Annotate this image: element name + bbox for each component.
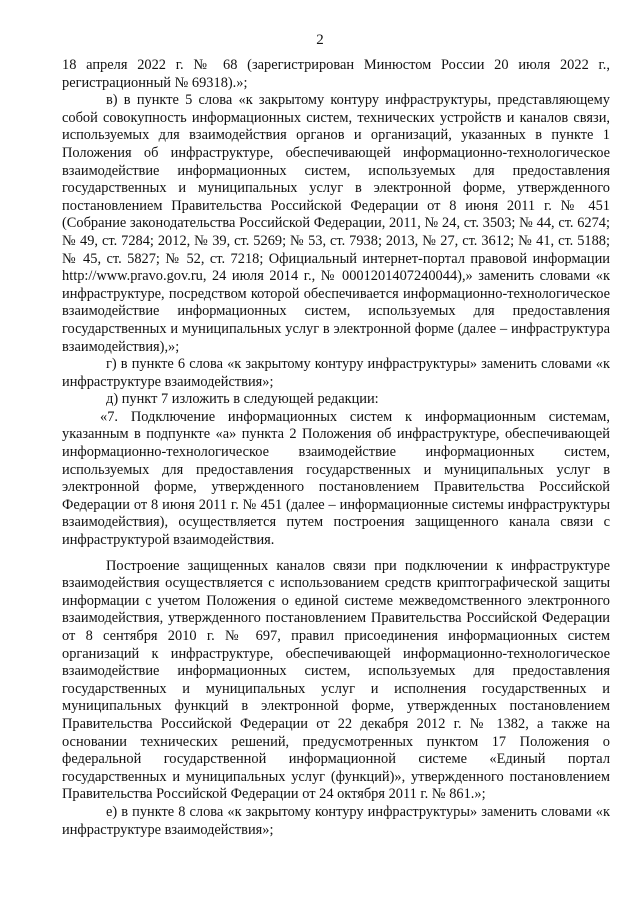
paragraph-secure-channels: Построение защищенных каналов связи при подключении к инфраструктуре взаимодействия осуществляется с использованием средств криптографической защиты информации с учетом Положения о единой системе межведомственного электронного взаимодействия, утвержденного постановлением Правительства Российской Федерации от 8 сентября 2010 г. № 697, правил присоединения информационных систем организаций к инфраструктуре, обеспечивающей информационно-технологическое взаимодействие информационных систем, используемых для предоставления государственных и муниципальных услуг и исполнения государственных и муниципальных функций в электронной форме, утвержденных постановлением Правительства Российской Федерации от 22 декабря 2012 г. № 1382, а также на основании технических решений, предусмотренных пунктом 17 Положения о федеральной государственной информационной системе «Единый портал государственных и муниципальных услуг (функций)», утвержденного постановлением Правительства Российской Федерации от 24 октября 2011 г. № 861.»; xyxy=(62,557,610,803)
paragraph-quoted-point-7: «7. Подключение информационных систем к информационным системам, указанным в подпункте «а» пункта 2 Положения об инфраструктуре, обеспечивающей информационно-технологическое взаимодействие информационных систем, используемых для предоставления государственных и муниципальных услуг в электронной форме, утвержденного постановлением Правительства Российской Федерации от 8 июня 2011 г. № 451 (далее – информационные системы инфраструктуры взаимодействия), осуществляется путем построения защищенного канала связи с инфраструктурой взаимодействия. xyxy=(62,408,610,549)
page-number: 2 xyxy=(316,32,324,48)
document-body xyxy=(62,57,610,839)
paragraph-spacer xyxy=(62,550,610,558)
paragraph-item-d: д) пункт 7 изложить в следующей редакции: xyxy=(106,391,379,408)
paragraph-item-e: е) в пункте 8 слова «к закрытому контуру инфраструктуры» заменить словами «к инфраструктуре взаимодействия»; xyxy=(62,803,610,838)
paragraph-continuation: 18 апреля 2022 г. № 68 (зарегистрирован Минюстом России 20 июля 2022 г., регистрационный № 69318).»; xyxy=(62,57,610,91)
paragraph-item-g: г) в пункте 6 слова «к закрытому контуру инфраструктуры» заменить словами «к инфраструктуре взаимодействия»; xyxy=(62,356,610,390)
paragraph-item-v: в) в пункте 5 слова «к закрытому контуру инфраструктуры, представляющему собой совокупность информационных систем, технических устройств и каналов связи, используемых для взаимодействия органов и организаций, указанных в пункте 1 Положения об инфраструктуре, обеспечивающей информационно-технологическое взаимодействие информационных систем, используемых для предоставления государственных и муниципальных услуг в электронной форме, утвержденного постановлением Правительства Российской Федерации от 8 июня 2011 г. № 451 (Собрание законодательства Российской Федерации, 2011, № 24, ст. 3503; № 44, ст. 6274; № 49, ст. 7284; 2012, № 39, ст. 5269; № 53, ст. 7938; 2013, № 27, ст. 3612; № 41, ст. 5188; № 45, ст. 5827; № 52, ст. 7218; Официальный интернет-портал правовой информации http://www.pravo.gov.ru, 24 июля 2014 г., № 0001201407240044),» заменить словами «к инфраструктуре, посредством которой обеспечивается информационно-технологическое взаимодействие информационных систем, используемых для предоставления государственных и муниципальных услуг в электронной форме (далее – инфраструктура взаимодействия),»; xyxy=(62,92,610,355)
